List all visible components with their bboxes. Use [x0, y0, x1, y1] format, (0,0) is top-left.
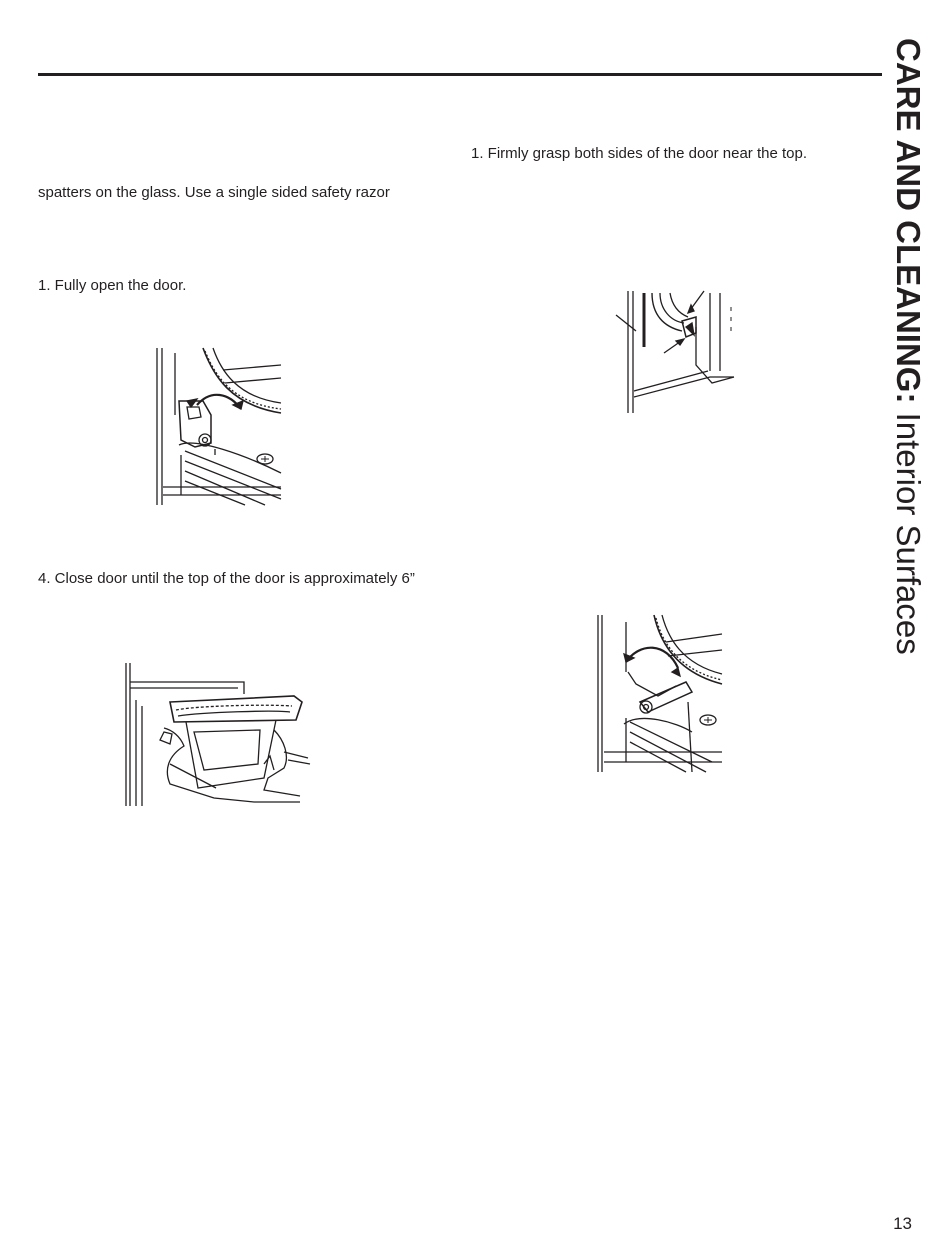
door-removal-illustration [124, 660, 312, 808]
door-slot-arrows-illustration [612, 287, 736, 415]
section-title [890, 38, 926, 655]
step-grasp-door: 1. Firmly grasp both sides of the door near the top. [471, 145, 808, 162]
hinge-lock-close-illustration [596, 612, 724, 774]
spatters-text: spatters on the glass. Use a single sided safety razor [38, 184, 390, 201]
header-rule [38, 73, 882, 76]
step-open-door: 1. Fully open the door. [38, 277, 187, 294]
section-title-bold: CARE AND CLEANING: [890, 38, 927, 404]
section-title-light: Interior Surfaces [890, 403, 927, 655]
page-number: 13 [893, 1214, 912, 1233]
step-close-door: 4. Close door until the top of the door is approximately 6” [38, 570, 415, 587]
hinge-lock-open-illustration [155, 345, 283, 507]
